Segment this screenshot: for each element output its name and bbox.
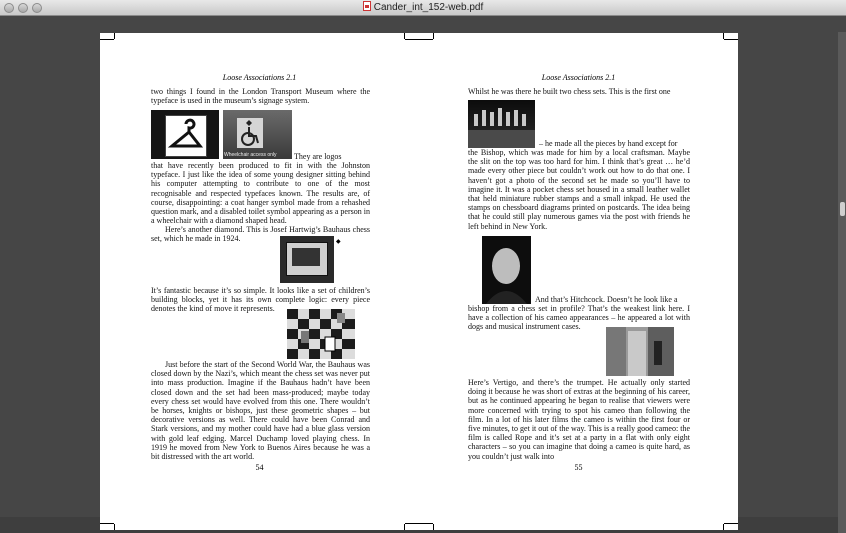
window-title: Cander_int_152-web.pdf (0, 1, 846, 13)
paragraph: Whilst he was there he built two chess sets. This is the first one (468, 87, 671, 96)
coat-hanger-icon (165, 115, 207, 157)
hitchcock-portrait-photo (482, 236, 531, 304)
crop-mark (100, 523, 114, 524)
crop-mark (405, 39, 419, 40)
pdf-file-icon (363, 1, 371, 11)
running-header: Loose Associations 2.1 (541, 73, 616, 82)
crop-mark (723, 33, 724, 39)
scrollbar-thumb[interactable] (840, 202, 845, 216)
crop-mark (433, 33, 434, 39)
paragraph: two things I found in the London Transport Museum where the typeface is used in the museum’s signage system. (151, 87, 370, 106)
bauhaus-chessboard-photo (287, 309, 355, 359)
pdf-page-54[interactable] (100, 33, 419, 530)
coat-hanger-sign-photo (151, 110, 219, 159)
paragraph: that have recently been produced to fit in with the Johnston typeface. I just like the idea of some young designer sitting behind his computer attempting to contribute to one of the most recognisable and respected typefaces known. The results are, of course, disappointing: a coat hanger symbol made from a rehashed question mark, and a disabled toilet symbol appearing as a person in a wheelchair with a diamond shaped head. (151, 161, 370, 226)
wheelchair-icon (237, 118, 263, 148)
bauhaus-chess-box-photo (280, 236, 334, 283)
paragraph: It’s fantastic because it’s so simple. It looks like a set of children’s building blocks, yet it has its own complete logic: every piece denotes the kind of move it represents. (151, 286, 370, 314)
crop-mark (404, 33, 405, 39)
paragraph-inline: And that’s Hitchcock. Doesn’t he look like a (535, 295, 678, 304)
paragraph-inline: They are logos (294, 152, 342, 161)
paragraph-inline: – he made all the pieces by hand except for (539, 139, 678, 148)
vertical-scrollbar[interactable] (838, 32, 846, 533)
paragraph: Just before the start of the Second World War, the Bauhaus was closed down by the Nazi’s, which meant the chess set was never put into mass production. Imagine if the Bauhaus hadn’t have been closed down and the set had been mass-produced; maybe today every chess set would have evolved from this one. There wouldn’t be horses, knights or bishops, just these geometric shapes – but decorative versions as well. There could have been Conrad and Stark versions, and my mother could have had a blue glass version with gold leaf edging. Marcel Duchamp loved playing chess. In 1919 he moved from New York to Buenos Aires because he was a bit distressed with the art world. (151, 360, 370, 462)
paragraph: Here’s Vertigo, and there’s the trumpet. He actually only started doing it because he was short of extras at the beginning of his career, but as he continued appearing he began to realise that viewers were more concerned with trying to spot his cameo than following the film. In a lot of his later films the cameo is within the first four or five minutes, to get it out of the way. This is a really good cameo: the film is called Rope and it’s set at a party in a flat with only eight characters – so you can imagine that doing a cameo is quite hard, as you couldn’t just walk into (468, 378, 690, 461)
paragraph: Here’s another diamond. This is Josef Hartwig’s Bauhaus chess set, which he made in 1924. (151, 225, 370, 244)
page-number: 55 (574, 463, 583, 472)
diamond-glyph: ◆ (336, 239, 341, 245)
duchamp-chess-set-photo (468, 100, 535, 148)
sign-caption: Wheelchair access only (224, 152, 277, 158)
window-titlebar (0, 0, 846, 16)
paragraph: bishop from a chess set in profile? That’s the weakest link here. I have a collection of his cameo appearances – he appeared a lot with dogs and musical instrument cases. (468, 304, 690, 332)
paragraph: the Bishop, which was made for him by a local craftsman. Maybe the slit on the top was too hard for him. I think that’s great … he’d made every other piece but couldn’t work out how to do that one. I haven’t got a photo of the second set he made so you’ll have to imagine it. It was a pocket chess set housed in a small leather wallet that held miniature rubber stamps and a small inkpad. He used the stamps on chessboard diagrams printed on postcards. The idea being that he could still play numerous games via the post with friends he left behind in New York. (468, 148, 690, 231)
crop-mark (114, 33, 115, 39)
vertigo-scene-photo (606, 327, 674, 376)
pdf-viewer[interactable] (0, 16, 846, 517)
crop-mark (419, 39, 433, 40)
crop-mark (724, 523, 738, 524)
crop-mark (433, 524, 434, 530)
pdf-page-55[interactable] (419, 33, 738, 530)
crop-mark (404, 524, 405, 530)
crop-mark (419, 523, 433, 524)
crop-mark (724, 39, 738, 40)
crop-mark (723, 524, 724, 530)
running-header: Loose Associations 2.1 (222, 73, 297, 82)
crop-mark (405, 523, 419, 524)
crop-mark (100, 39, 114, 40)
wheelchair-sign-photo (223, 110, 292, 159)
crop-mark (114, 524, 115, 530)
page-number: 54 (255, 463, 264, 472)
